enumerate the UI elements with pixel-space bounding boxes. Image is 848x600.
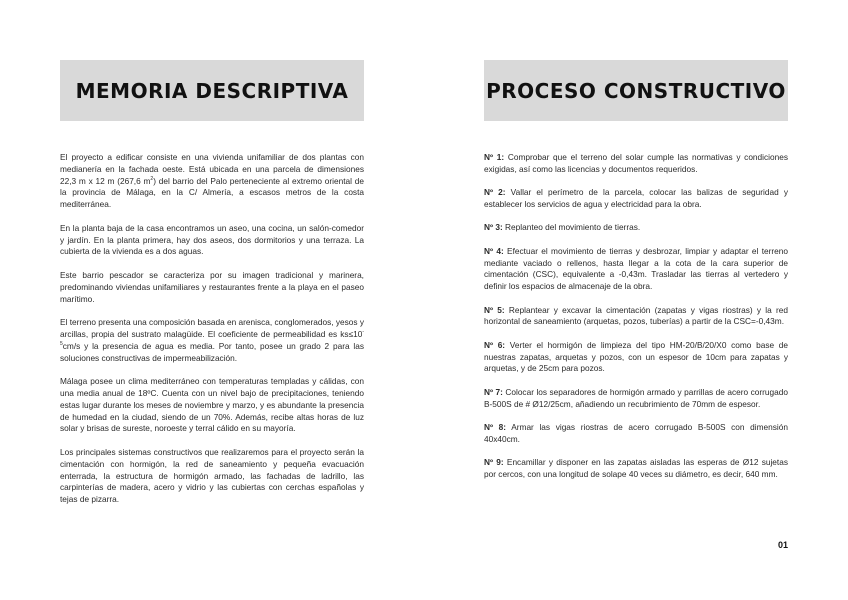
step-item [484,222,788,234]
memoria-paragraph [60,152,364,211]
step-text: Encamillar y disponer en las zapatas aisladas las esperas de Ø12 sujetas por cercos, con una longitud de solape 40 veces su diámetro, es decir, 640 mm. [484,457,788,479]
step-text: Comprobar que el terreno del solar cumple las normativas y condiciones exigidas, así como las licencias y documentos requeridos. [484,152,788,174]
memoria-title: MEMORIA DESCRIPTIVA [75,78,349,103]
step-number: Nº 9: [484,457,504,468]
step-text: Replanteo del movimiento de tierras. [502,222,641,233]
step-item [484,187,788,211]
step-number: Nº 1: [484,152,505,162]
proceso-title: PROCESO CONSTRUCTIVO [486,78,786,103]
step-text: Replantear y excavar la cimentación (zapatas y vigas riostras) y la red horizontal de saneamiento (arquetas, pozos, tuberías) a partir de la CSC=-0,43m. [484,304,788,327]
step-number: Nº 6: [484,339,506,350]
step-number: Nº 7: [484,386,503,397]
proceso-steps [484,152,788,492]
memoria-p4-sup: -5 [60,329,364,347]
memoria-paragraph: En la planta baja de la casa encontramos un aseo, una cocina, un salón-comedor y jardín. En la planta primera, hay dos aseos, dos dormitorios y una terraza. La cubierta de la vivienda es a dos aguas. [60,222,364,257]
memoria-paragraph: Este barrio pescador se caracteriza por su imagen tradicional y marinera, predominando viviendas unifamiliares y restaurantes frente a la playa en el paseo marítimo. [60,269,364,304]
step-item [484,305,788,329]
memoria-p1-text: El proyecto a edificar consiste en una vivienda unifamiliar de dos plantas con medianería en la fachada oeste. Está ubicada en una parcela de dimensiones 22,3 m x 12 m (267,6 m [60,152,364,186]
memoria-p1-end: ) del barrio del Palo perteneciente al extremo oriental de la provincia de Málaga, en la C/ Almería, a escasos metros de la costa mediterránea. [60,175,364,210]
memoria-p4-text: El terreno presenta una composición basada en arenisca, conglomerados, yesos y arcillas, propia del sustrato malagüide. El coeficiente de permeabilidad es ks≤10 [60,317,364,339]
page-number: 01 [777,540,788,550]
step-number: Nº 3: [484,222,503,233]
memoria-paragraph: Málaga posee un clima mediterráneo con temperaturas templadas y cálidas, con una media anual de 18ºC. Cuenta con un nivel bajo de precipitaciones, teniendo estas lugar durante los meses de noviembre y marzo, y es abundante la presencia de humedad en la ciudad, siendo de un 70%. Además, recibe altas horas de luz solar y brisas de sureste, noroeste y terral cálido en su mayoría. [60,376,364,434]
step-number: Nº 2: [484,187,506,198]
step-item [484,422,788,446]
step-number: Nº 8: [484,421,507,432]
step-text: Verter el hormigón de limpieza del tipo HM-20/B/20/X0 como base de nuestras zapatas, arquetas y pozos, con un espesor de 10cm para zapatas y arquetas, y de 25cm para pozos. [484,339,788,374]
step-item [484,387,788,411]
proceso-title-box [484,60,788,121]
memoria-p4-end: cm/s y la presencia de agua es media. Por tanto, posee un grado 2 para las soluciones constructivas de impermeabilización. [60,340,364,363]
step-text: Colocar los separadores de hormigón armado y parrillas de acero corrugado B-500S de # Ø12/25cm, añadiendo un recubrimiento de 70mm de espesor. [484,386,788,409]
memoria-p1-sup: 2 [150,175,154,182]
step-item [484,152,788,176]
memoria-title-box [60,60,364,121]
step-number: Nº 5: [484,304,505,315]
step-item [484,340,788,375]
memoria-paragraph [60,317,364,364]
step-item [484,246,788,293]
step-text: Efectuar el movimiento de tierras y desbrozar, limpiar y adaptar el terreno mediante vaciado o rellenos, hasta llegar a la cota de la cara superior de cimentación (CSC), equivalente a -0,43m. Trasladar las tierras al vertedero y definir los espacios de almacenaje de la obra. [484,245,788,292]
step-text: Vallar el perímetro de la parcela, colocar las balizas de seguridad y establecer los servicios de agua y electricidad para la obra. [484,187,788,209]
step-item [484,457,788,481]
memoria-paragraph: Los principales sistemas constructivos que realizaremos para el proyecto serán la cimentación con hormigón, la red de saneamiento y pequeña evacuación enterrada, la estructura de hormigón armado, las fachadas de ladrillo, las carpinterías de madera, acero y vidrio y las cubiertas con cerchas españolas y tejas de pizarra. [60,446,364,505]
step-text: Armar las vigas riostras de acero corrugado B-500S con dimensión 40x40cm. [484,421,788,444]
memoria-body [60,152,364,518]
step-number: Nº 4: [484,245,504,256]
